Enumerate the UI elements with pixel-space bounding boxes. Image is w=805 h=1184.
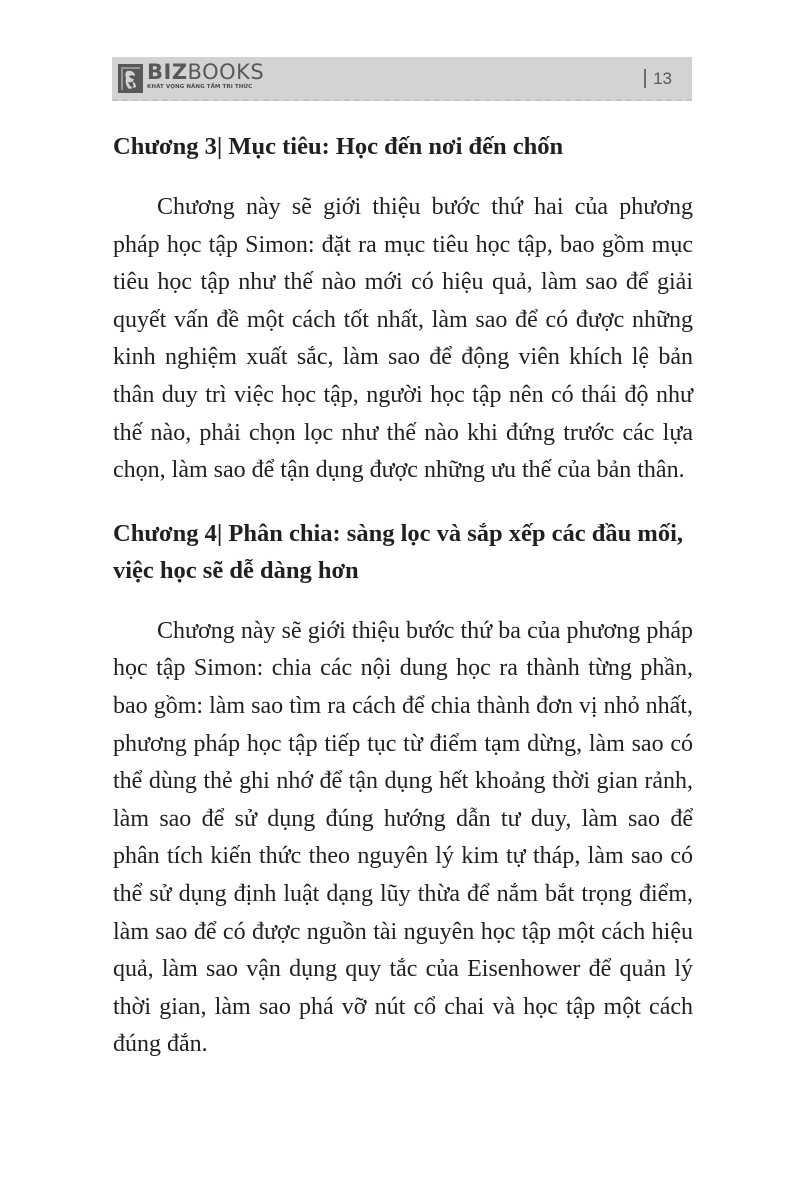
chapter-4-title: Chương 4| Phân chia: sàng lọc và sắp xếp các đầu mối, việc học sẽ dễ dàng hơn (113, 519, 684, 584)
running-header (112, 57, 692, 101)
page-number: 13 (653, 69, 672, 88)
page-content (113, 128, 693, 1064)
page-number-separator (644, 69, 646, 88)
bizbooks-logo-icon (118, 64, 143, 93)
publisher-logo (118, 62, 264, 96)
chapter-3-title: Chương 3| Mục tiêu: Học đến nơi đến chốn (113, 133, 564, 160)
chapter-4-summary: Chương này sẽ giới thiệu bước thứ ba của phương pháp học tập Simon: chia các nội dung học ra thành từng phần, bao gồm: làm sao tìm ra cách để chia thành đơn vị nhỏ nhất, phương pháp học tập tiếp tục từ điểm tạm dừng, làm sao có thể dùng thẻ ghi nhớ để tận dụng hết khoảng thời gian rảnh, làm sao để sử dụng đúng hướng dẫn tư duy, làm sao để phân tích kiến thức theo nguyên lý kim tự tháp, làm sao có thể sử dụng định luật dạng lũy thừa để nắm bắt trọng điểm, làm sao để có được nguồn tài nguyên học tập một cách hiệu quả, làm sao vận dụng quy tắc của Eisenhower để quản lý thời gian, làm sao phá vỡ nút cổ chai và học tập một cách đúng đắn. (113, 617, 693, 1058)
logo-wordmark: BIZBOOKS (147, 60, 265, 84)
chapter-3-summary: Chương này sẽ giới thiệu bước thứ hai của phương pháp học tập Simon: đặt ra mục tiêu học tập, bao gồm mục tiêu học tập như thế nào mới có hiệu quả, làm sao để giải quyết vấn đề một cách tốt nhất, làm sao để có được những kinh nghiệm xuất sắc, làm sao để động viên khích lệ bản thân duy trì việc học tập, người học tập nên có thái độ như thế nào, phải chọn lọc như thế nào khi đứng trước các lựa chọn, làm sao để tận dụng được những ưu thế của bản thân. (113, 194, 693, 484)
page-number-block (644, 69, 672, 88)
logo-tagline: KHÁT VỌNG NÂNG TẦM TRI THỨC (147, 84, 253, 90)
